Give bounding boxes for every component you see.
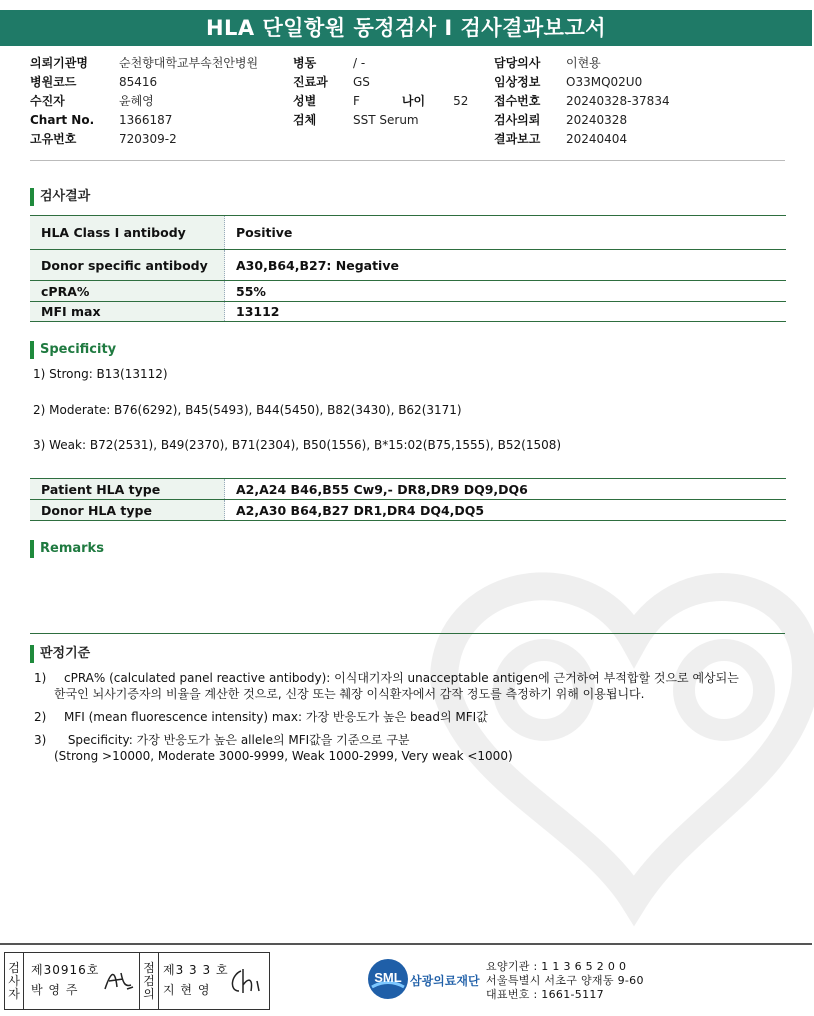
info-label: 담당의사 [494,56,541,70]
info-label: 의뢰기관명 [30,56,88,70]
info-label: 결과보고 [494,132,541,146]
info-value: 1366187 [119,113,173,127]
hla-value: A2,A24 B46,B55 Cw9,- DR8,DR9 DQ9,DQ6 [225,479,787,500]
result-value: 13112 [225,302,787,322]
info-label: Chart No. [30,113,95,127]
criteria-num: 2) [34,710,47,724]
info-label: 진료과 [293,75,328,89]
info-label: 검체 [293,113,317,127]
inspector-name: 박 영 주 [31,983,79,997]
info-label: 병동 [293,56,317,70]
info-value: GS [353,75,370,89]
result-key: Donor specific antibody [30,250,225,281]
reviewer-name: 지 현 영 [163,983,211,997]
watermark-logo [384,520,814,940]
sml-logo-text: SML [374,970,402,985]
org-code: 요양기관 : 1 1 3 6 5 2 0 0 [486,960,627,973]
info-label: 병원코드 [30,75,77,89]
signature-box [4,952,270,1010]
info-row-sex-age [293,92,468,111]
criteria-text: Specificity: 가장 반응도가 높은 allele의 MFI값을 기준으로 구분 [64,733,410,747]
info-value: F [353,94,360,108]
results-heading: 검사결과 [30,188,90,206]
result-key: HLA Class I antibody [30,216,225,250]
criteria-text-cont: (Strong >10000, Moderate 3000-9999, Weak 1000-2999, Very weak <1000) [54,749,513,763]
remarks-divider [30,633,785,634]
criteria-text: MFI (mean fluorescence intensity) max: 가장 반응도가 높은 bead의 MFI값 [64,710,488,724]
hla-type-table [30,478,786,521]
result-key: MFI max [30,302,225,322]
info-row-patient [30,92,258,111]
info-row-clinical-info [494,73,670,92]
report-title: HLA 단일항원 동정검사 I 검사결과보고서 [0,10,812,46]
result-value: 55% [225,281,787,302]
info-row-hospital-code [30,73,258,92]
reviewer-number: 제3 3 3 호 [163,963,229,977]
remarks-heading: Remarks [30,540,104,558]
criteria-item-1 [34,670,739,702]
reviewer-signature [227,963,265,997]
org-name: 삼광의료재단 [410,974,480,988]
info-label: 수진자 [30,94,65,108]
info-value: 85416 [119,75,158,89]
info-row-report-date [494,130,670,149]
specificity-weak: 3) Weak: B72(2531), B49(2370), B71(2304), B50(1556), B*15:02(B75,1555), B52(1508) [33,438,562,452]
specificity-moderate: 2) Moderate: B76(6292), B45(5493), B44(5450), B82(3430), B62(3171) [33,403,462,417]
results-table [30,215,786,322]
criteria-text: cPRA% (calculated panel reactive antibody): 이식대기자의 unacceptable antigen에 근거하여 부적합할 것으로 예상되는 [64,671,739,685]
info-value: 20240328 [566,113,628,127]
info-row-specimen [293,111,468,130]
criteria-heading: 판정기준 [30,645,90,663]
table-row [30,500,786,521]
info-row-chart-no [30,111,258,130]
criteria-text-cont: 한국인 뇌사기증자의 비율을 계산한 것으로, 신장 또는 췌장 이식환자에서 감작 정도를 측정하기 위해 이용됩니다. [54,687,645,701]
info-label: 고유번호 [30,132,77,146]
header-col-2 [293,54,468,130]
hla-key: Donor HLA type [30,500,225,521]
header-divider [30,160,785,161]
header-col-3 [494,54,670,149]
table-row [30,479,786,500]
org-phone: 대표번호 : 1661-5117 [486,988,604,1001]
hla-value: A2,A30 B64,B27 DR1,DR4 DQ4,DQ5 [225,500,787,521]
info-row-request-date [494,111,670,130]
result-key: cPRA% [30,281,225,302]
org-location: 서울특별시 서초구 양재동 9-60 [486,974,644,987]
reviewer-label: 점검의 [139,953,159,1009]
age-label: 나이 [401,94,426,108]
info-value: O33MQ02U0 [566,75,643,89]
info-row-unique-no [30,130,258,149]
info-label: 성별 [293,94,317,108]
age-value: 52 [453,94,469,108]
table-row [30,250,786,281]
info-row-receipt-no [494,92,670,111]
info-row-department [293,73,468,92]
info-row-ward [293,54,468,73]
hla-key: Patient HLA type [30,479,225,500]
criteria-item-2 [34,709,488,725]
info-label: 접수번호 [494,94,541,108]
criteria-num: 1) [34,671,47,685]
header-col-1 [30,54,258,149]
sml-logo-icon [366,957,410,1001]
table-row [30,216,786,250]
result-value: Positive [225,216,787,250]
info-value: SST Serum [353,113,419,127]
info-value: 20240328-37834 [566,94,670,108]
table-row [30,302,786,322]
table-row [30,281,786,302]
info-row-institution [30,54,258,73]
info-label: 임상정보 [494,75,541,89]
info-value: 순천향대학교부속천안병원 [119,56,259,70]
info-value: 윤혜영 [119,94,154,108]
inspector-number: 제30916호 [31,963,100,977]
specificity-heading: Specificity [30,341,116,359]
info-value: 20240404 [566,132,628,146]
info-row-doctor [494,54,670,73]
result-value: A30,B64,B27: Negative [225,250,787,281]
info-value: / - [353,56,366,70]
org-address [486,960,644,1002]
info-value: 이현용 [566,56,601,70]
info-label: 검사의뢰 [494,113,541,127]
criteria-num: 3) [34,733,47,747]
footer-divider [0,943,812,945]
info-value: 720309-2 [119,132,177,146]
criteria-item-3 [34,732,513,764]
inspector-signature [101,965,135,995]
inspector-label: 검사자 [5,953,24,1009]
specificity-strong: 1) Strong: B13(13112) [33,367,168,381]
